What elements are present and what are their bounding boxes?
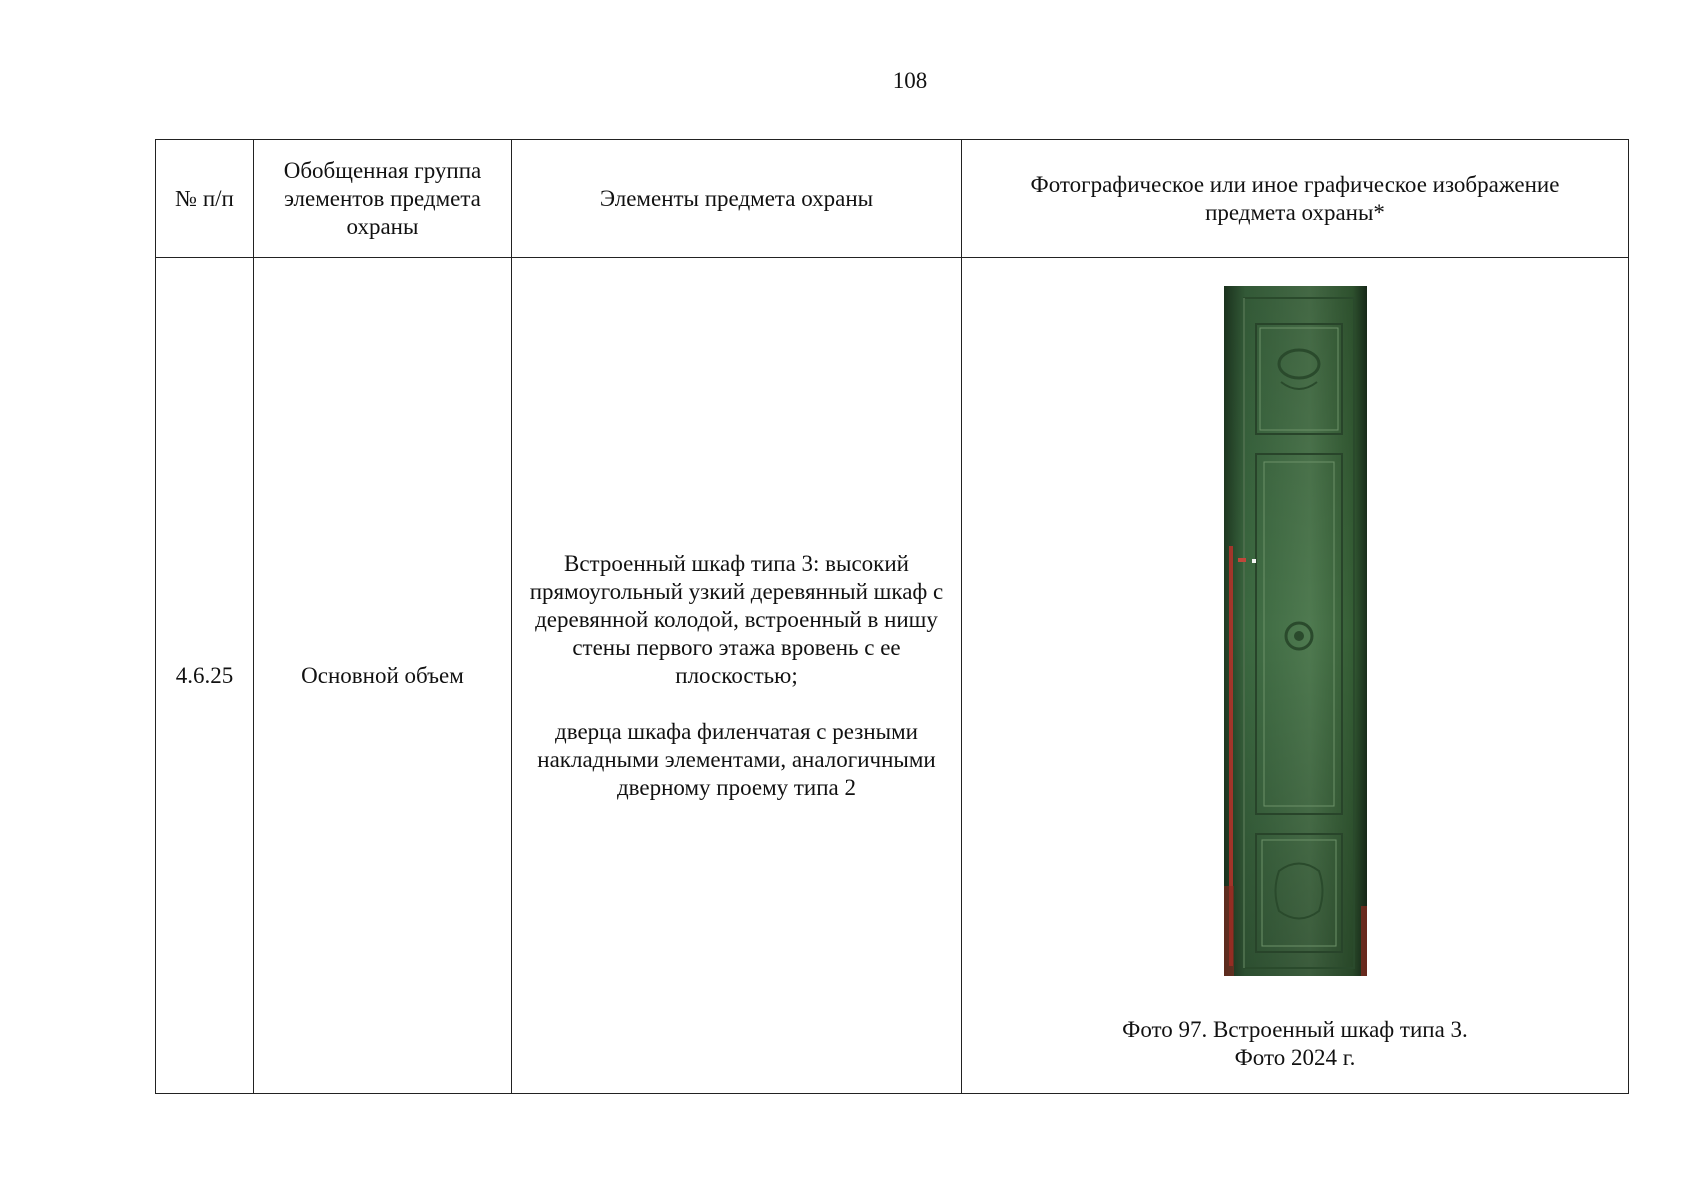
header-number: № п/п xyxy=(156,140,254,258)
table-row xyxy=(156,258,1629,1094)
photo-caption-line-1: Фото 97. Встроенный шкаф типа 3. xyxy=(1122,1017,1468,1042)
header-elements: Элементы предмета охраны xyxy=(512,140,962,258)
cell-number: 4.6.25 xyxy=(156,258,254,1094)
cell-photo xyxy=(962,258,1629,1094)
photo-caption-line-2: Фото 2024 г. xyxy=(1234,1045,1356,1070)
cabinet-door-photo xyxy=(1224,286,1367,976)
elements-paragraph-1: Встроенный шкаф типа 3: высокий прямоугольный узкий деревянный шкаф с деревянной колодой, встроенный в нишу стены первого этажа вровень с ее плоскостью; xyxy=(529,550,944,688)
table-header-row xyxy=(156,140,1629,258)
cabinet-door-illustration xyxy=(1224,286,1367,976)
header-photo: Фотографическое или иное графическое изображение предмета охраны* xyxy=(962,140,1629,258)
elements-paragraph-2: дверца шкафа филенчатая с резными накладными элементами, аналогичными дверному проему типа 2 xyxy=(537,718,936,800)
cell-elements xyxy=(512,258,962,1094)
cell-group: Основной объем xyxy=(254,258,512,1094)
header-group: Обобщенная группа элементов предмета охраны xyxy=(254,140,512,258)
photo-caption xyxy=(962,1016,1628,1072)
protection-table xyxy=(155,139,1629,1094)
page-number: 108 xyxy=(892,68,928,93)
